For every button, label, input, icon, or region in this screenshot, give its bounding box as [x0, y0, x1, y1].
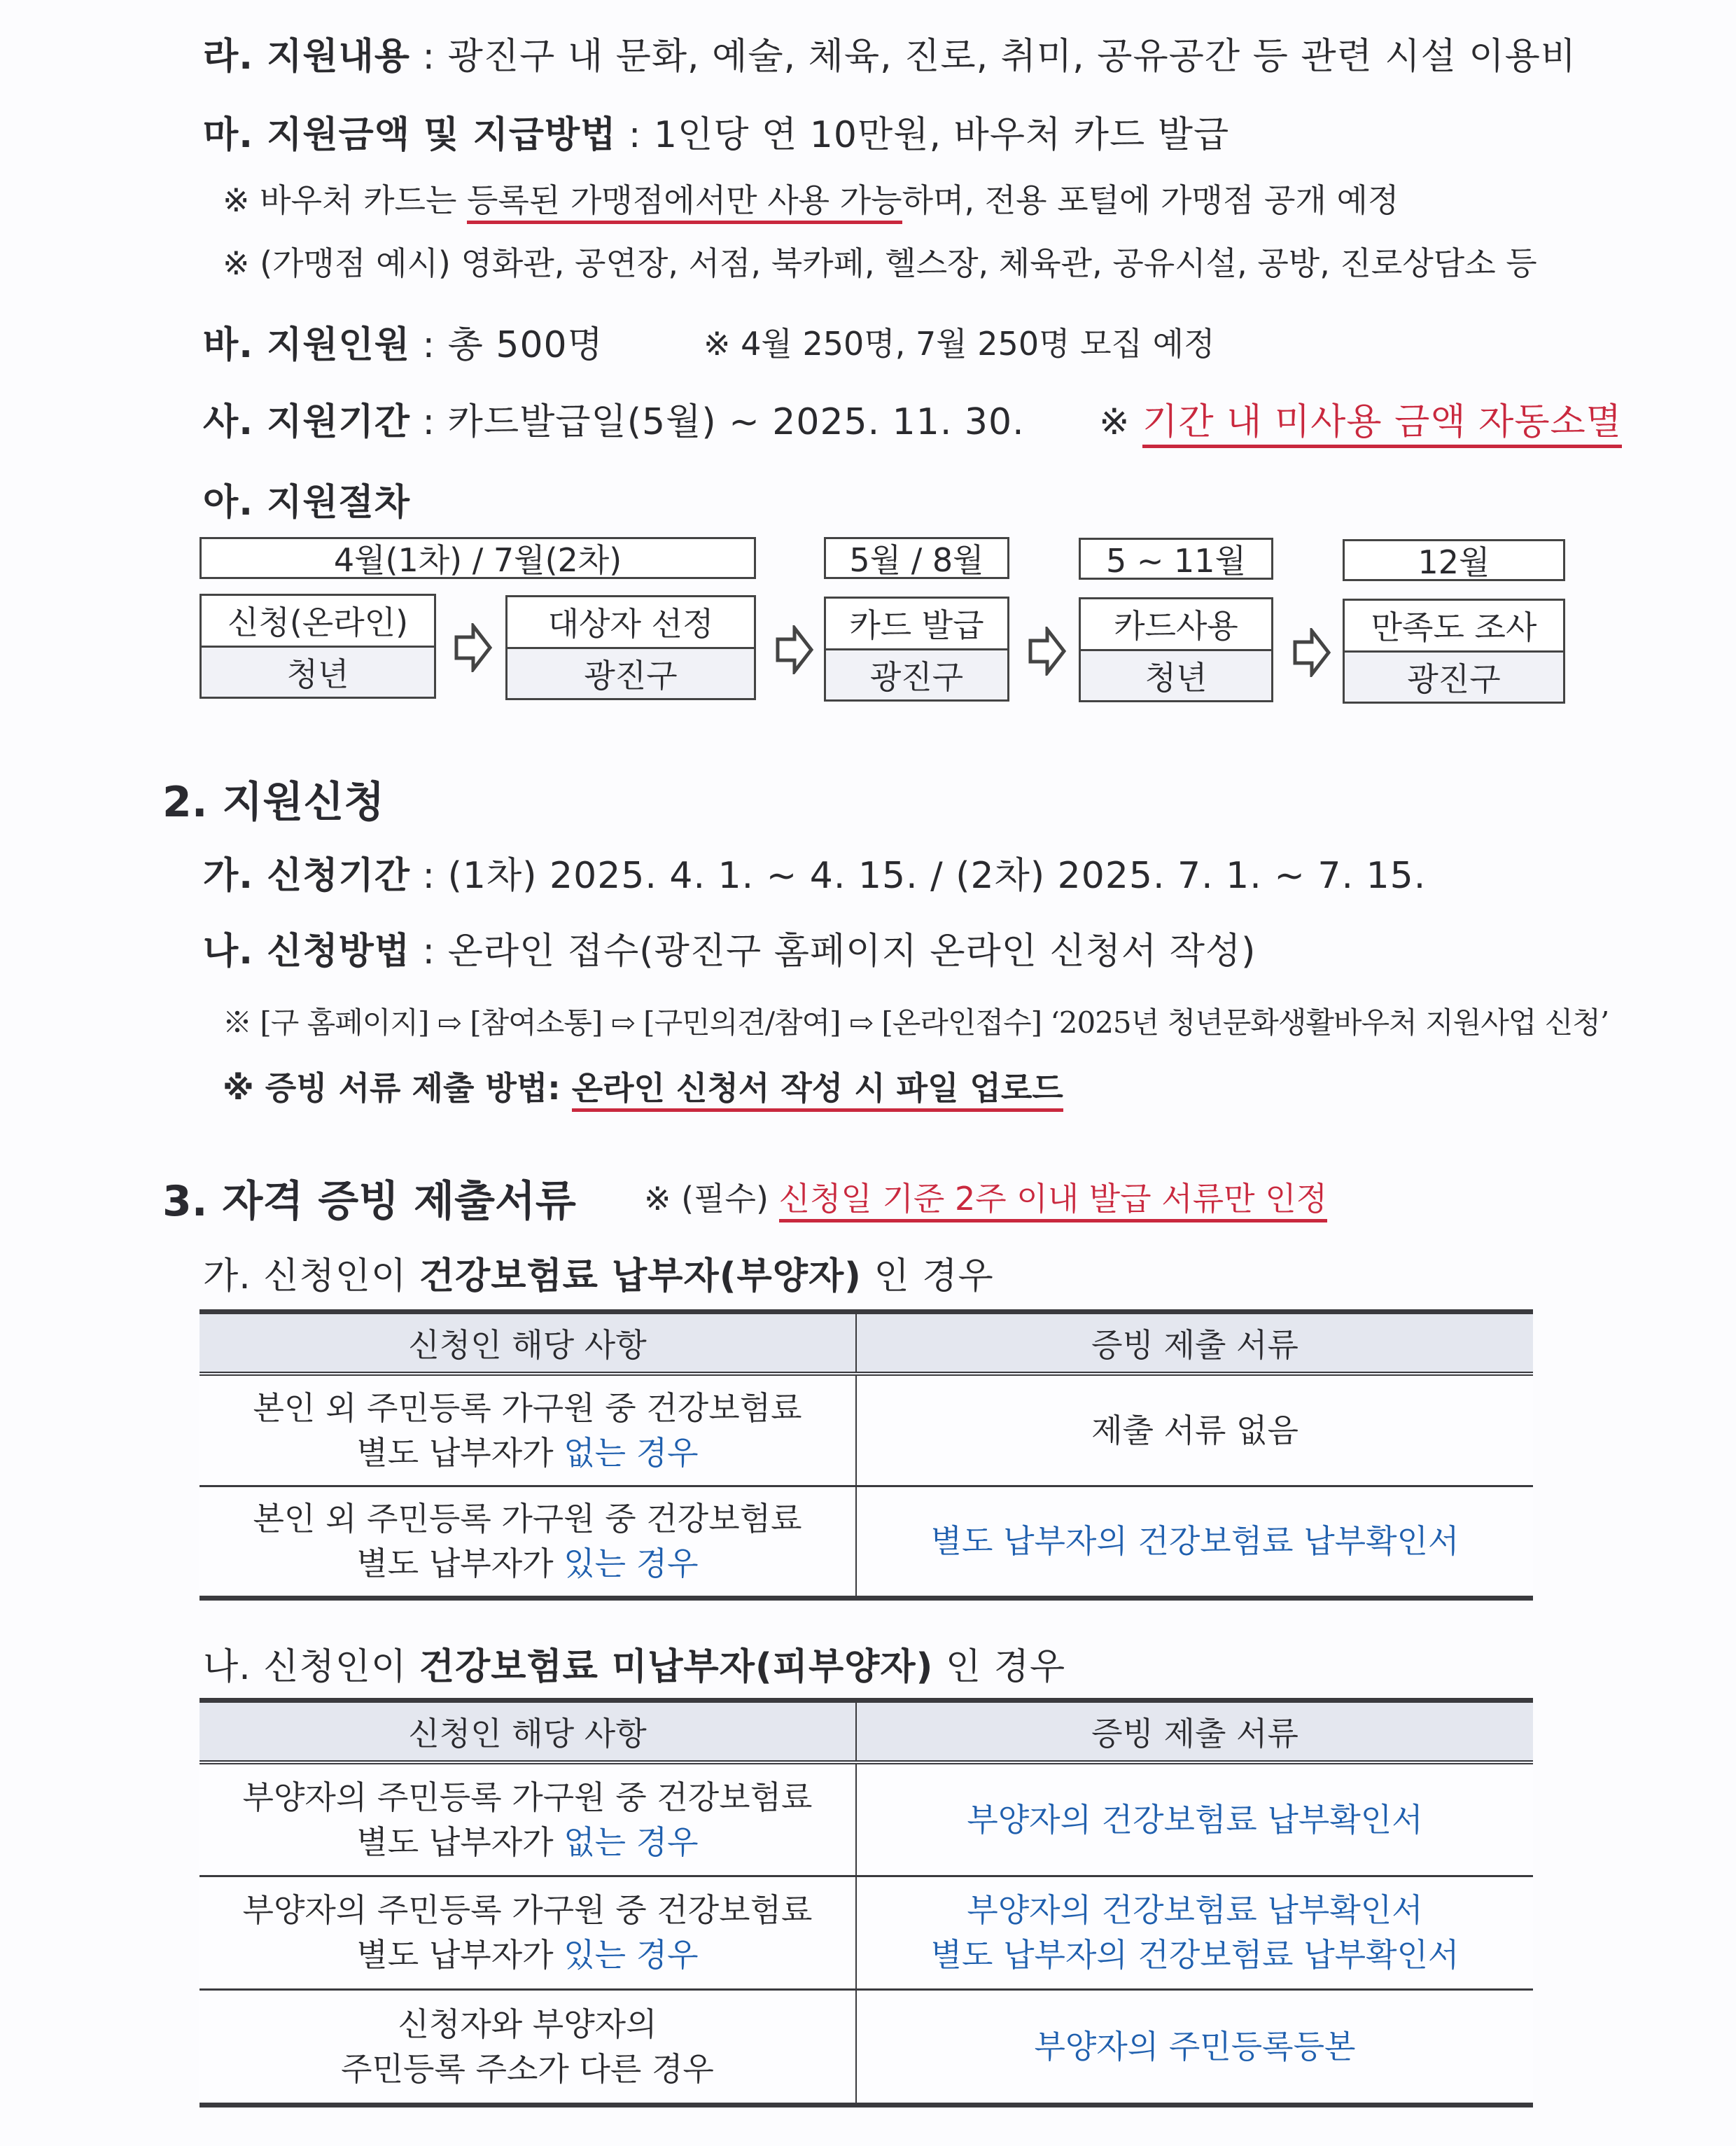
- arrow-right-icon: [775, 625, 814, 674]
- documents-cell: 부양자의 건강보험료 납부확인서: [856, 1762, 1533, 1876]
- note-required: [644, 1173, 1327, 1220]
- documents-cell: 제출 서류 없음: [856, 1374, 1533, 1486]
- condition-line-1: 신청자와 부양자의: [398, 2005, 657, 2043]
- item-label: 라. 지원내용: [203, 36, 411, 78]
- condition-line-2: [200, 1430, 855, 1475]
- caption-prefix: 가. 신청인이: [203, 1255, 419, 1297]
- condition-cell: [200, 1374, 856, 1486]
- item-ra: [203, 27, 1576, 79]
- note-voucher-usage: [223, 175, 1399, 221]
- separator: :: [410, 401, 448, 443]
- table-b-caption: [203, 1637, 1065, 1689]
- condition-text: 별도 납부자가: [356, 1433, 564, 1472]
- condition-emphasis: 있는 경우: [564, 1936, 699, 1974]
- item-label: 나. 신청방법: [203, 931, 411, 973]
- note-recruit-schedule: ※ 4월 250명, 7월 250명 모집 예정: [704, 325, 1215, 363]
- documents-cell: [856, 1876, 1533, 1989]
- process-step-card-use: [1079, 597, 1273, 702]
- arrow-right-icon: [1292, 628, 1331, 677]
- item-text: (1차) 2025. 4. 1. ~ 4. 15. / (2차) 2025. 7. 1. ~ 7. 15.: [447, 855, 1427, 897]
- process-step-selection: [505, 595, 756, 700]
- item-text: 카드발급일(5월) ~ 2025. 11. 30.: [447, 401, 1025, 443]
- condition-line-2: [200, 1932, 855, 1977]
- item-ba: [203, 315, 603, 368]
- item-label: 바. 지원인원: [203, 324, 411, 366]
- note-merchant-examples: ※ (가맹점 예시) 영화관, 공연장, 서점, 북카페, 헬스장, 체육관, 공유시설, 공방, 진로상담소 등: [223, 244, 1537, 282]
- column-header-condition: 신청인 해당 사항: [200, 1312, 856, 1374]
- arrow-right-icon: [1028, 627, 1067, 676]
- table-dependent: [200, 1698, 1533, 2107]
- note-prefix: ※ 증빙 서류 제출 방법:: [223, 1069, 572, 1107]
- step-actor: 광진구: [507, 649, 754, 699]
- separator: :: [410, 36, 448, 78]
- item-label: 마. 지원금액 및 지급방법: [203, 114, 617, 156]
- condition-cell: [200, 1876, 856, 1989]
- condition-text: 별도 납부자가: [356, 1823, 564, 1861]
- period-box-1: 4월(1차) / 7월(2차): [200, 537, 756, 579]
- condition-line-1: 본인 외 주민등록 가구원 중 건강보험료: [253, 1388, 802, 1427]
- item-text: 총 500명: [447, 324, 603, 366]
- item-text: 광진구 내 문화, 예술, 체육, 진로, 취미, 공유공간 등 관련 시설 이용비: [447, 36, 1577, 78]
- documents-cell: 별도 납부자의 건강보험료 납부확인서: [856, 1486, 1533, 1598]
- item-ga-period: [203, 846, 1426, 898]
- document-line-1: 부양자의 건강보험료 납부확인서: [967, 1891, 1423, 1929]
- process-step-survey: [1343, 599, 1565, 704]
- note-expiry: [1099, 392, 1622, 445]
- step-action: 카드 발급: [826, 599, 1007, 650]
- document-line-2: 별도 납부자의 건강보험료 납부확인서: [930, 1936, 1460, 1974]
- column-header-documents: 증빙 제출 서류: [856, 1312, 1533, 1374]
- process-step-card-issue: [824, 597, 1009, 702]
- underlined-emphasis: 온라인 신청서 작성 시 파일 업로드: [572, 1069, 1063, 1112]
- condition-line-1: 부양자의 주민등록 가구원 중 건강보험료: [242, 1778, 813, 1816]
- note-doc-submission: [223, 1063, 1063, 1109]
- item-label: 가. 신청기간: [203, 855, 411, 897]
- separator: :: [410, 931, 448, 973]
- condition-text: 별도 납부자가: [356, 1936, 564, 1974]
- section-title-application: 2. 지원신청: [162, 778, 385, 827]
- item-na-method: [203, 921, 1256, 974]
- period-box-3: 5 ~ 11월: [1079, 538, 1273, 580]
- item-label: 사. 지원기간: [203, 401, 411, 443]
- table-a-caption: [203, 1246, 994, 1299]
- step-action: 신청(온라인): [202, 596, 434, 648]
- arrow-right-icon: [454, 623, 493, 672]
- separator: :: [410, 855, 448, 897]
- condition-text: 별도 납부자가: [356, 1545, 564, 1582]
- step-actor: 광진구: [826, 650, 1007, 700]
- condition-emphasis: 없는 경우: [564, 1433, 699, 1472]
- table-row: [200, 1876, 1533, 1989]
- condition-line-1: 본인 외 주민등록 가구원 중 건강보험료: [253, 1500, 802, 1538]
- period-box-4: 12월: [1343, 539, 1565, 581]
- condition-line-1: 부양자의 주민등록 가구원 중 건강보험료: [242, 1891, 813, 1929]
- column-header-condition: 신청인 해당 사항: [200, 1701, 856, 1763]
- condition-line-2: 주민등록 주소가 다른 경우: [341, 2049, 714, 2088]
- caption-suffix: 인 경우: [861, 1255, 994, 1297]
- table-row: [200, 1762, 1533, 1876]
- table-header-row: [200, 1701, 1533, 1763]
- separator: :: [410, 324, 448, 366]
- process-step-apply: [200, 594, 436, 699]
- table-header-row: [200, 1312, 1533, 1374]
- note-suffix: 하며, 전용 포털에 가맹점 공개 예정: [902, 181, 1399, 219]
- item-ma: [203, 105, 1229, 158]
- condition-emphasis: 없는 경우: [564, 1823, 699, 1861]
- step-action: 카드사용: [1081, 599, 1271, 651]
- separator: :: [616, 114, 654, 156]
- step-action: 만족도 조사: [1345, 601, 1563, 653]
- documents-cell: 부양자의 주민등록등본: [856, 1989, 1533, 2105]
- table-row: [200, 1374, 1533, 1486]
- condition-cell: [200, 1486, 856, 1598]
- item-text: 1인당 연 10만원, 바우처 카드 발급: [653, 114, 1230, 156]
- step-actor: 청년: [202, 648, 434, 697]
- red-emphasis: 기간 내 미사용 금액 자동소멸: [1142, 401, 1622, 448]
- condition-cell: [200, 1762, 856, 1876]
- note-homepage-path: ※ [구 홈페이지] ⇨ [참여소통] ⇨ [구민의견/참여] ⇨ [온라인접수] ‘2025년 청년문화생활바우처 지원사업 신청’: [223, 1005, 1609, 1040]
- section-title-documents: 3. 자격 증빙 제출서류: [162, 1177, 576, 1226]
- caption-suffix: 인 경우: [933, 1646, 1066, 1688]
- item-text: 온라인 접수(광진구 홈페이지 온라인 신청서 작성): [447, 931, 1256, 973]
- caption-prefix: 나. 신청인이: [203, 1646, 419, 1688]
- caption-bold: 건강보험료 납부자(부양자): [419, 1255, 862, 1297]
- condition-line-2: [200, 1541, 855, 1586]
- red-emphasis: 신청일 기준 2주 이내 발급 서류만 인정: [779, 1180, 1328, 1222]
- condition-line-2: [200, 1820, 855, 1865]
- note-prefix: ※ (필수): [644, 1180, 779, 1218]
- note-prefix: ※ 바우처 카드는: [223, 181, 468, 219]
- step-action: 대상자 선정: [507, 597, 754, 649]
- condition-emphasis: 있는 경우: [564, 1545, 699, 1582]
- step-actor: 청년: [1081, 651, 1271, 701]
- note-mark: ※: [1099, 401, 1143, 443]
- table-row: [200, 1989, 1533, 2105]
- column-header-documents: 증빙 제출 서류: [856, 1701, 1533, 1763]
- underlined-emphasis: 등록된 가맹점에서만 사용 가능: [467, 181, 902, 224]
- caption-bold: 건강보험료 미납부자(피부양자): [419, 1646, 934, 1688]
- table-row: [200, 1486, 1533, 1598]
- item-sa: [203, 392, 1025, 445]
- table-payer: [200, 1309, 1533, 1601]
- step-actor: 광진구: [1345, 653, 1563, 702]
- condition-cell: [200, 1989, 856, 2105]
- period-box-2: 5월 / 8월: [824, 537, 1009, 579]
- item-a-procedure: 아. 지원절차: [203, 482, 411, 524]
